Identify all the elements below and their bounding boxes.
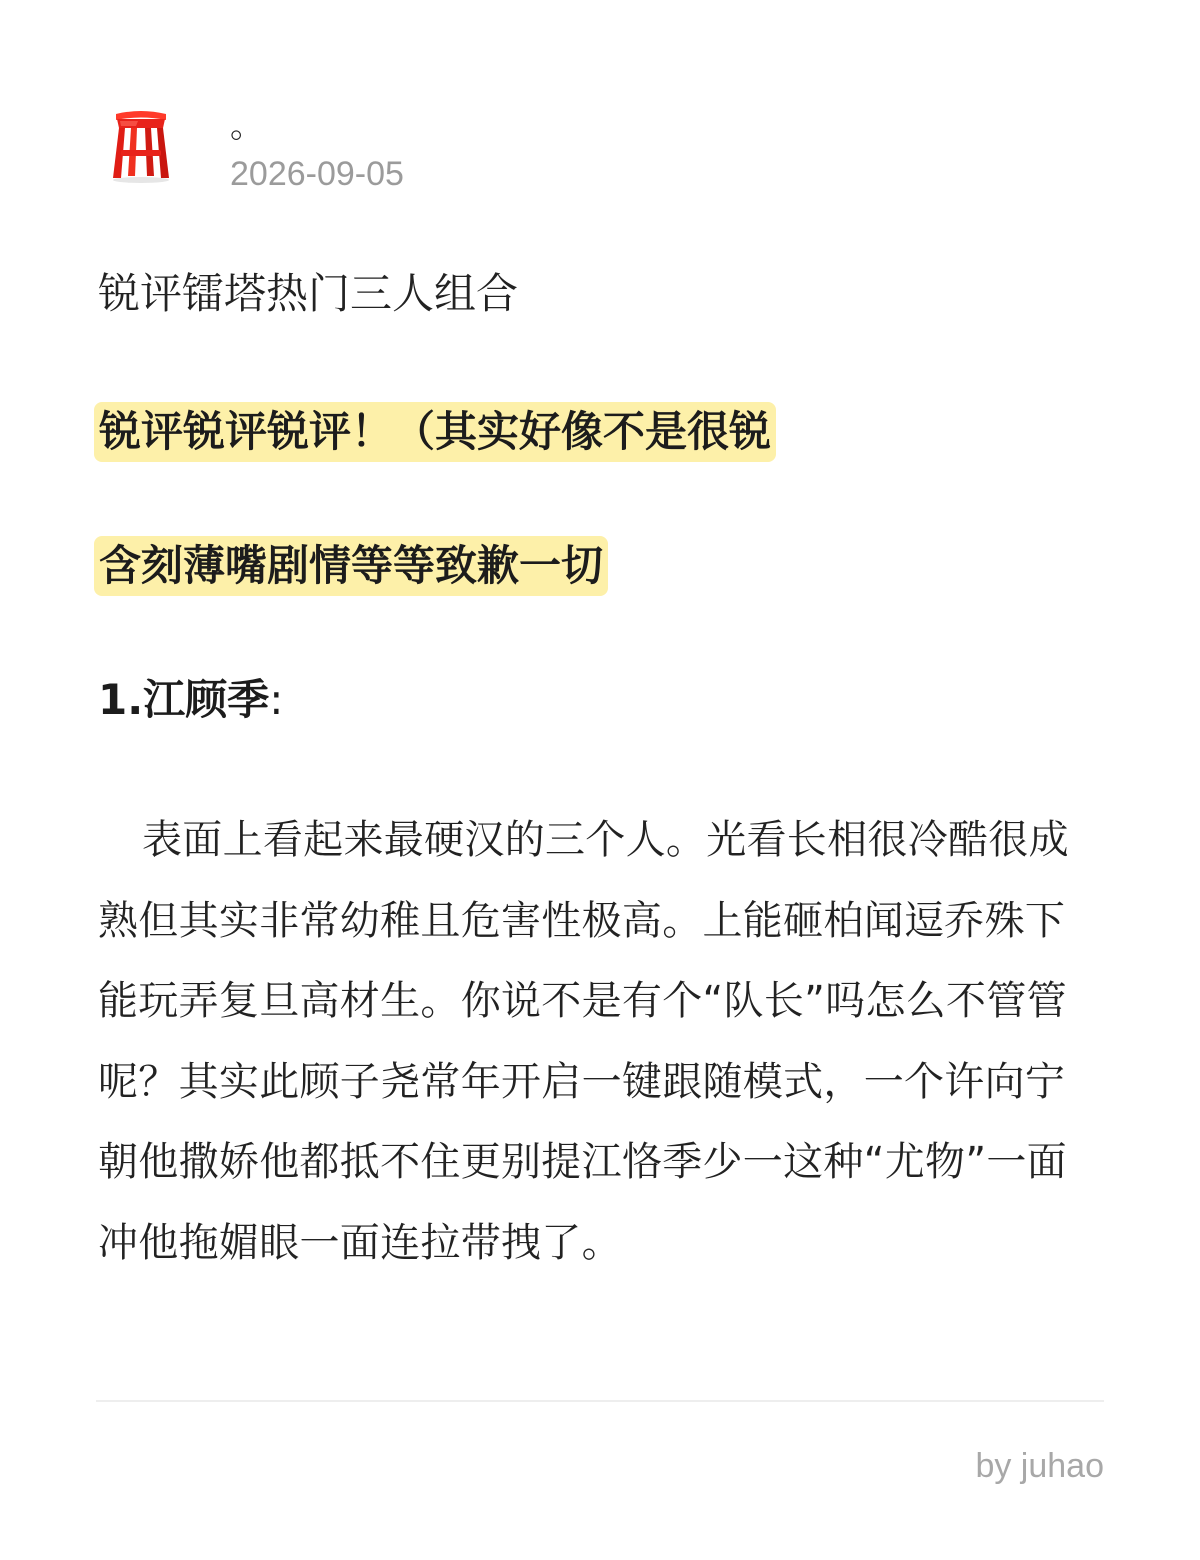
divider [96,1400,1104,1402]
highlighted-line-2: 含刻薄嘴剧情等等致歉一切 [94,536,608,596]
post-title: 锐评镭塔热门三人组合 [98,269,519,318]
byline: by juhao [975,1447,1104,1485]
body-paragraph: 表面上看起来最硬汉的三个人。光看长相很冷酷很成熟但其实非常幼稚且危害性极高。上能砸柏闻逗乔殊下能玩弄复旦高材生。你说不是有个“队长”吗怎么不管管呢？其实此顾子尧常年开启一键跟随模式，一个许向宁朝他撒娇他都抵不住更别提江恪季少一这种“尤物”一面冲他拖媚眼一面连拉带拽了。 [98,817,1069,1266]
author-name[interactable]: 。 [230,106,264,146]
red-stool-icon[interactable] [108,108,174,184]
post-header [96,100,796,200]
section-heading [98,672,283,728]
section-heading-colon: : [269,675,284,724]
section-heading-text: 1.江顾季 [98,675,270,724]
post-date: 2026-09-05 [230,155,404,193]
highlighted-line-1: 锐评锐评锐评！（其实好像不是很锐 [94,402,776,462]
